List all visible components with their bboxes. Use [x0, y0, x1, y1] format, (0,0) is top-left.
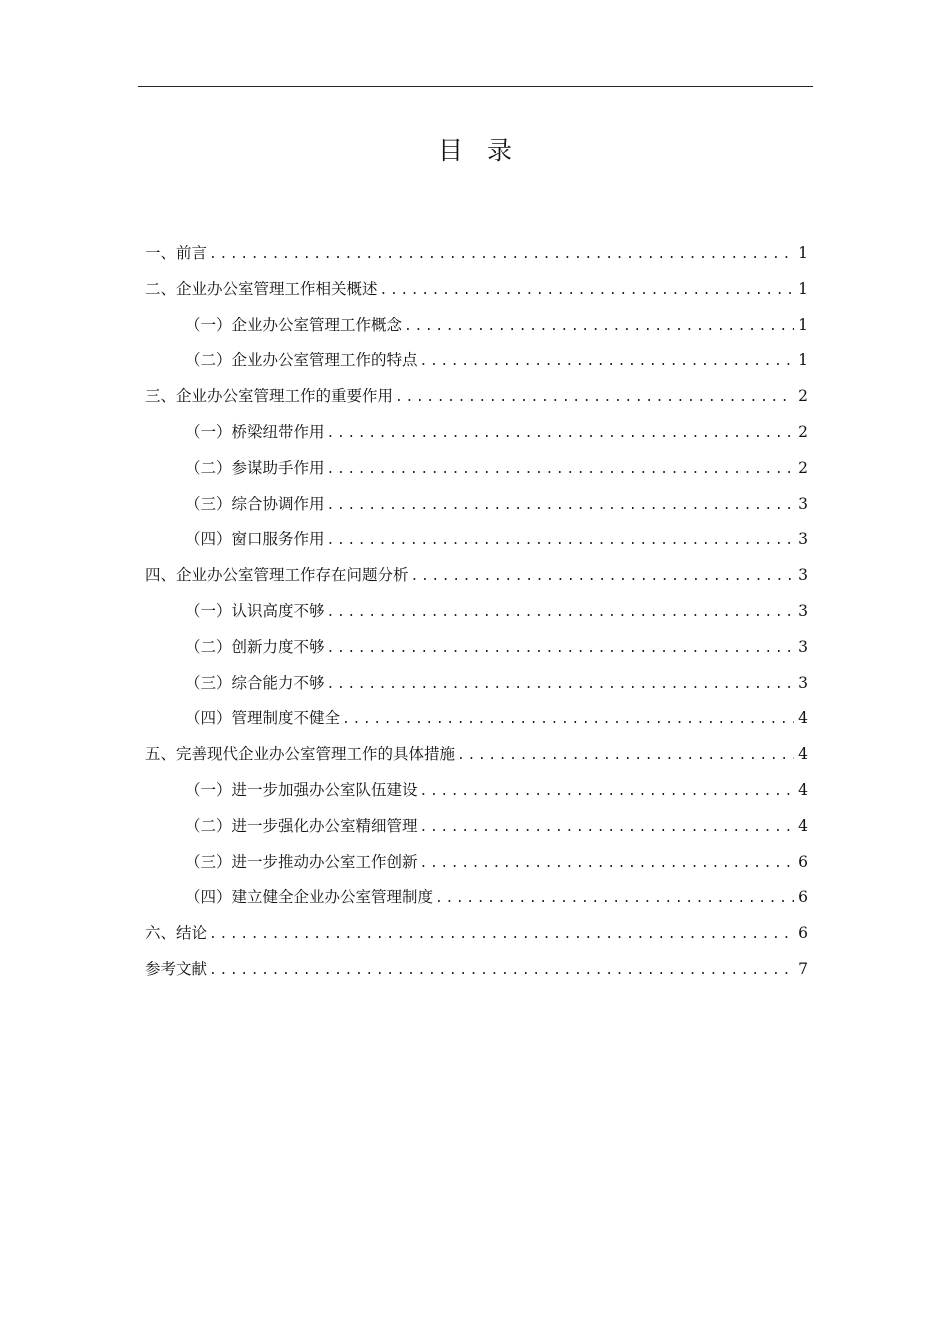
toc-entry[interactable] [145, 415, 808, 451]
toc-entry[interactable] [145, 952, 808, 988]
toc-entry-title: 二、企业办公室管理工作相关概述 [145, 279, 378, 298]
toc-page-number: 2 [798, 422, 808, 441]
toc-page-number: 4 [798, 709, 808, 728]
toc-dot-leader [420, 846, 795, 882]
toc-entry-title: （三）综合协调作用 [185, 494, 325, 513]
toc-entry-title: 六、结论 [145, 924, 208, 943]
toc-dot-leader [327, 523, 795, 559]
toc-dot-leader [327, 595, 795, 631]
toc-dot-leader [420, 810, 795, 846]
toc-entry[interactable] [145, 809, 808, 845]
toc-entry[interactable] [145, 487, 808, 523]
toc-page-number: 3 [798, 601, 808, 620]
toc-dot-leader [420, 774, 795, 810]
toc-entry[interactable] [145, 558, 808, 594]
toc-entry[interactable] [145, 308, 808, 344]
toc-entry-title: 四、企业办公室管理工作存在问题分析 [145, 566, 409, 585]
toc-page-number: 1 [798, 279, 808, 298]
toc-dot-leader [327, 416, 795, 452]
toc-entry-title: 参考文献 [145, 959, 208, 978]
toc-entry[interactable] [145, 343, 808, 379]
toc-dot-leader [404, 309, 794, 345]
toc-page-number: 6 [798, 852, 808, 871]
toc-entry-title: （二）进一步强化办公室精细管理 [185, 816, 418, 835]
toc-dot-leader [420, 344, 795, 380]
toc-page-number: 6 [798, 888, 808, 907]
toc-dot-leader [209, 237, 794, 273]
toc-entry-title: 一、前言 [145, 244, 208, 262]
toc-dot-leader [327, 631, 795, 667]
toc-entry-title: （二）创新力度不够 [185, 637, 325, 656]
toc-entry[interactable] [145, 236, 808, 272]
toc-entry-title: （四）建立健全企业办公室管理制度 [185, 888, 434, 907]
toc-dot-leader [342, 702, 794, 738]
toc-entry[interactable] [145, 880, 808, 916]
toc-entry[interactable] [145, 451, 808, 487]
toc-page-number: 7 [798, 959, 808, 978]
toc-entry-title: （一）认识高度不够 [185, 601, 325, 620]
toc-dot-leader [435, 881, 794, 917]
toc-entry-title: 五、完善现代企业办公室管理工作的具体措施 [145, 745, 456, 764]
toc-entry[interactable] [145, 379, 808, 415]
toc-entry-title: （三）综合能力不够 [185, 673, 325, 692]
page-title: 目录 [437, 136, 536, 165]
toc-entry-title: （三）进一步推动办公室工作创新 [185, 852, 418, 871]
toc-page-number: 3 [798, 637, 808, 656]
toc-page-number: 1 [798, 351, 808, 370]
toc-entry[interactable] [145, 916, 808, 952]
toc-entry[interactable] [145, 701, 808, 737]
toc-entry-title: （四）窗口服务作用 [185, 530, 325, 549]
toc-page-number: 3 [798, 494, 808, 513]
toc-entry[interactable] [145, 737, 808, 773]
toc-entry[interactable] [145, 594, 808, 630]
toc-dot-leader [209, 953, 794, 989]
toc-page-number: 2 [798, 458, 808, 477]
toc-page-number: 2 [798, 387, 808, 406]
toc-page-number: 3 [798, 566, 808, 585]
toc-dot-leader [411, 559, 795, 595]
toc-dot-leader [209, 917, 794, 953]
toc-entry-title: （四）管理制度不健全 [185, 709, 341, 728]
toc-page-number: 4 [798, 816, 808, 835]
toc-entry[interactable] [145, 773, 808, 809]
toc-dot-leader [380, 273, 795, 309]
toc-entry-title: （一）进一步加强办公室队伍建设 [185, 780, 418, 799]
toc-page-number: 6 [798, 924, 808, 943]
toc-entry-title: （二）企业办公室管理工作的特点 [185, 351, 418, 370]
toc-page-number: 4 [798, 745, 808, 764]
toc-dot-leader [395, 380, 794, 416]
toc-entry-title: 三、企业办公室管理工作的重要作用 [145, 387, 394, 406]
table-of-contents [145, 236, 808, 988]
toc-entry-title: （一）桥梁纽带作用 [185, 422, 325, 441]
toc-page-number: 3 [798, 673, 808, 692]
header-rule [138, 86, 813, 87]
toc-entry-title: （一）企业办公室管理工作概念 [185, 315, 403, 334]
toc-page-number: 1 [798, 244, 808, 262]
toc-page-number: 4 [798, 780, 808, 799]
toc-entry[interactable] [145, 522, 808, 558]
toc-page-number: 1 [798, 315, 808, 334]
toc-entry-title: （二）参谋助手作用 [185, 458, 325, 477]
toc-entry[interactable] [145, 845, 808, 881]
toc-dot-leader [457, 738, 794, 774]
toc-entry[interactable] [145, 666, 808, 702]
toc-page-number: 3 [798, 530, 808, 549]
toc-dot-leader [327, 452, 795, 488]
toc-entry[interactable] [145, 630, 808, 666]
toc-dot-leader [327, 667, 795, 703]
toc-entry[interactable] [145, 272, 808, 308]
toc-dot-leader [327, 488, 795, 524]
